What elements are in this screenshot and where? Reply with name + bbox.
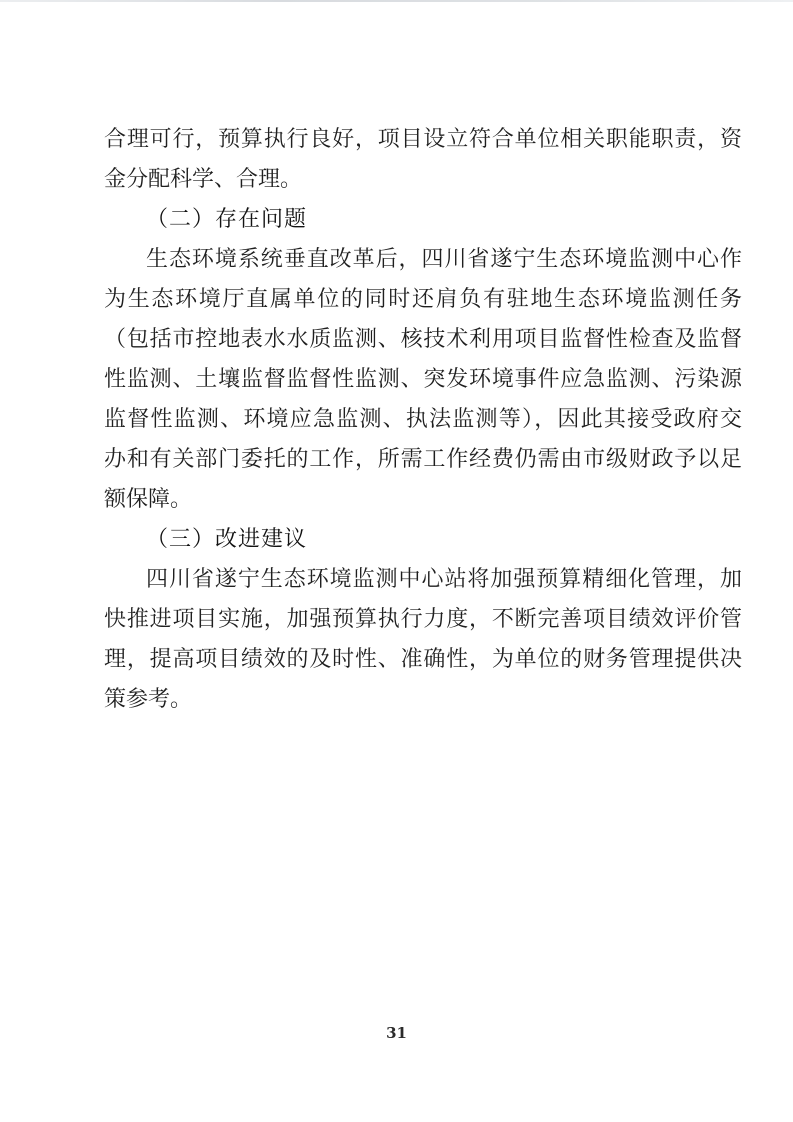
scan-top-edge <box>0 0 793 2</box>
text-line: 额保障。 <box>104 486 193 511</box>
text-line: （包括市控地表水水质监测、核技术利用项目监督性检查及监督 <box>104 326 742 351</box>
section-heading: （二）存在问题 <box>146 206 308 231</box>
page-number: 31 <box>386 1024 407 1042</box>
text-line: 快推进项目实施，加强预算执行力度，不断完善项目绩效评价管 <box>104 606 742 631</box>
text-line: 监督性监测、环境应急监测、执法监测等），因此其接受政府交 <box>104 406 742 431</box>
document-body <box>104 119 742 719</box>
section-heading: （三）改进建议 <box>146 526 308 551</box>
text-line: 为生态环境厅直属单位的同时还肩负有驻地生态环境监测任务 <box>104 286 742 311</box>
text-line: 金分配科学、合理。 <box>104 166 303 191</box>
text-line: 性监测、土壤监督监督性监测、突发环境事件应急监测、污染源 <box>104 366 742 391</box>
text-line: 理，提高项目绩效的及时性、准确性，为单位的财务管理提供决 <box>104 646 742 671</box>
text-line: 生态环境系统垂直改革后，四川省遂宁生态环境监测中心作 <box>146 246 742 271</box>
text-line: 合理可行，预算执行良好，项目设立符合单位相关职能职责，资 <box>104 126 742 151</box>
text-line: 策参考。 <box>104 686 193 711</box>
text-line: 办和有关部门委托的工作，所需工作经费仍需由市级财政予以足 <box>104 446 742 471</box>
text-line: 四川省遂宁生态环境监测中心站将加强预算精细化管理，加 <box>146 566 742 591</box>
